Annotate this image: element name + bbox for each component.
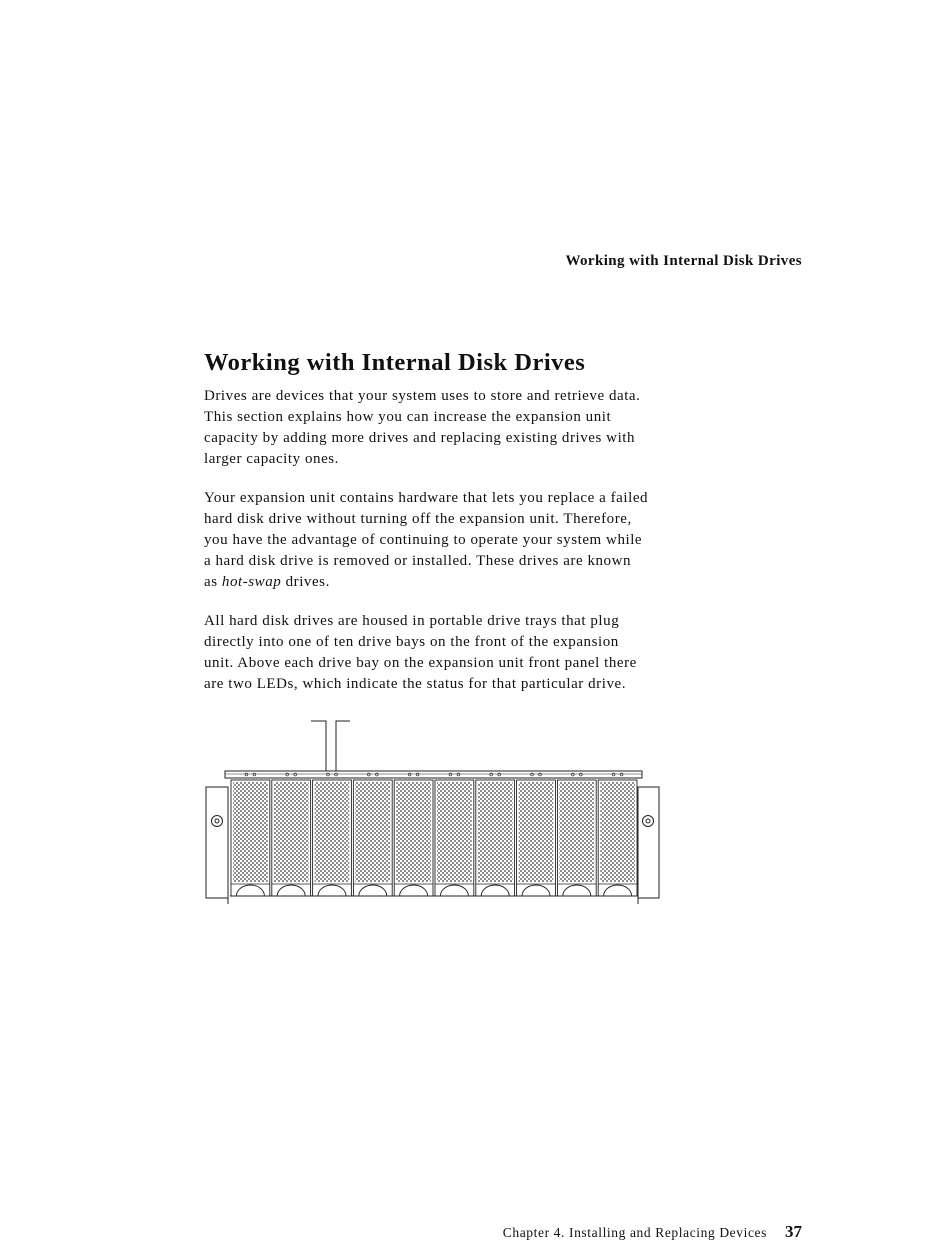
- text-line: unit. Above each drive bay on the expansion unit front panel there: [204, 655, 637, 671]
- text-line: larger capacity ones.: [204, 451, 339, 467]
- right-mounting-bracket: [638, 787, 659, 904]
- text-line: a hard disk drive is removed or installed. These drives are known: [204, 553, 632, 569]
- expansion-unit-front-panel-illustration: [204, 718, 662, 904]
- text-line-last: [204, 572, 744, 593]
- paragraph-intro: [204, 386, 744, 470]
- page-footer: [503, 1222, 802, 1242]
- text-line: are two LEDs, which indicate the status for that particular drive.: [204, 676, 626, 692]
- footer-chapter-title: Chapter 4. Installing and Replacing Devices: [502, 1225, 767, 1240]
- text-line: This section explains how you can increase the expansion unit: [204, 409, 612, 425]
- section-title: Working with Internal Disk Drives: [204, 349, 586, 376]
- perforated-grille: [519, 782, 554, 882]
- drive-bay: [557, 773, 596, 896]
- running-header: Working with Internal Disk Drives: [565, 253, 802, 269]
- text-line: capacity by adding more drives and replacing existing drives with: [204, 430, 636, 446]
- text-line: you have the advantage of continuing to operate your system while: [204, 532, 643, 548]
- text-line: directly into one of ten drive bays on the front of the expansion: [204, 634, 619, 650]
- drive-bay: [435, 773, 474, 896]
- drive-bay: [476, 773, 515, 896]
- perforated-grille: [355, 782, 390, 882]
- drive-bay: [517, 773, 556, 896]
- left-mounting-bracket: [206, 787, 228, 904]
- text-fragment: drives.: [281, 574, 330, 590]
- led-callout-lines: [311, 721, 350, 772]
- hot-swap-term: hot-swap: [221, 574, 282, 590]
- drive-bay: [394, 773, 433, 896]
- paragraph-drive-trays: [204, 611, 744, 695]
- perforated-grille: [600, 782, 635, 882]
- drive-bay: [231, 773, 270, 896]
- drive-bay: [272, 773, 311, 896]
- expansion-unit-figure: [204, 718, 662, 904]
- perforated-grille: [437, 782, 472, 882]
- text-line: Your expansion unit contains hardware that lets you replace a failed: [204, 490, 649, 506]
- text-line: hard disk drive without turning off the expansion unit. Therefore,: [204, 511, 632, 527]
- drive-bay: [313, 773, 352, 896]
- perforated-grille: [315, 782, 350, 882]
- perforated-grille: [559, 782, 594, 882]
- drive-bay: [353, 773, 392, 896]
- text-line: All hard disk drives are housed in portable drive trays that plug: [204, 613, 620, 629]
- page-number: 37: [785, 1222, 802, 1241]
- paragraph-hot-swap: [204, 488, 744, 593]
- text-line: Drives are devices that your system uses to store and retrieve data.: [204, 388, 641, 404]
- drive-bay: [598, 773, 637, 896]
- perforated-grille: [478, 782, 513, 882]
- perforated-grille: [274, 782, 309, 882]
- perforated-grille: [233, 782, 268, 882]
- perforated-grille: [396, 782, 431, 882]
- text-fragment: as: [204, 574, 222, 590]
